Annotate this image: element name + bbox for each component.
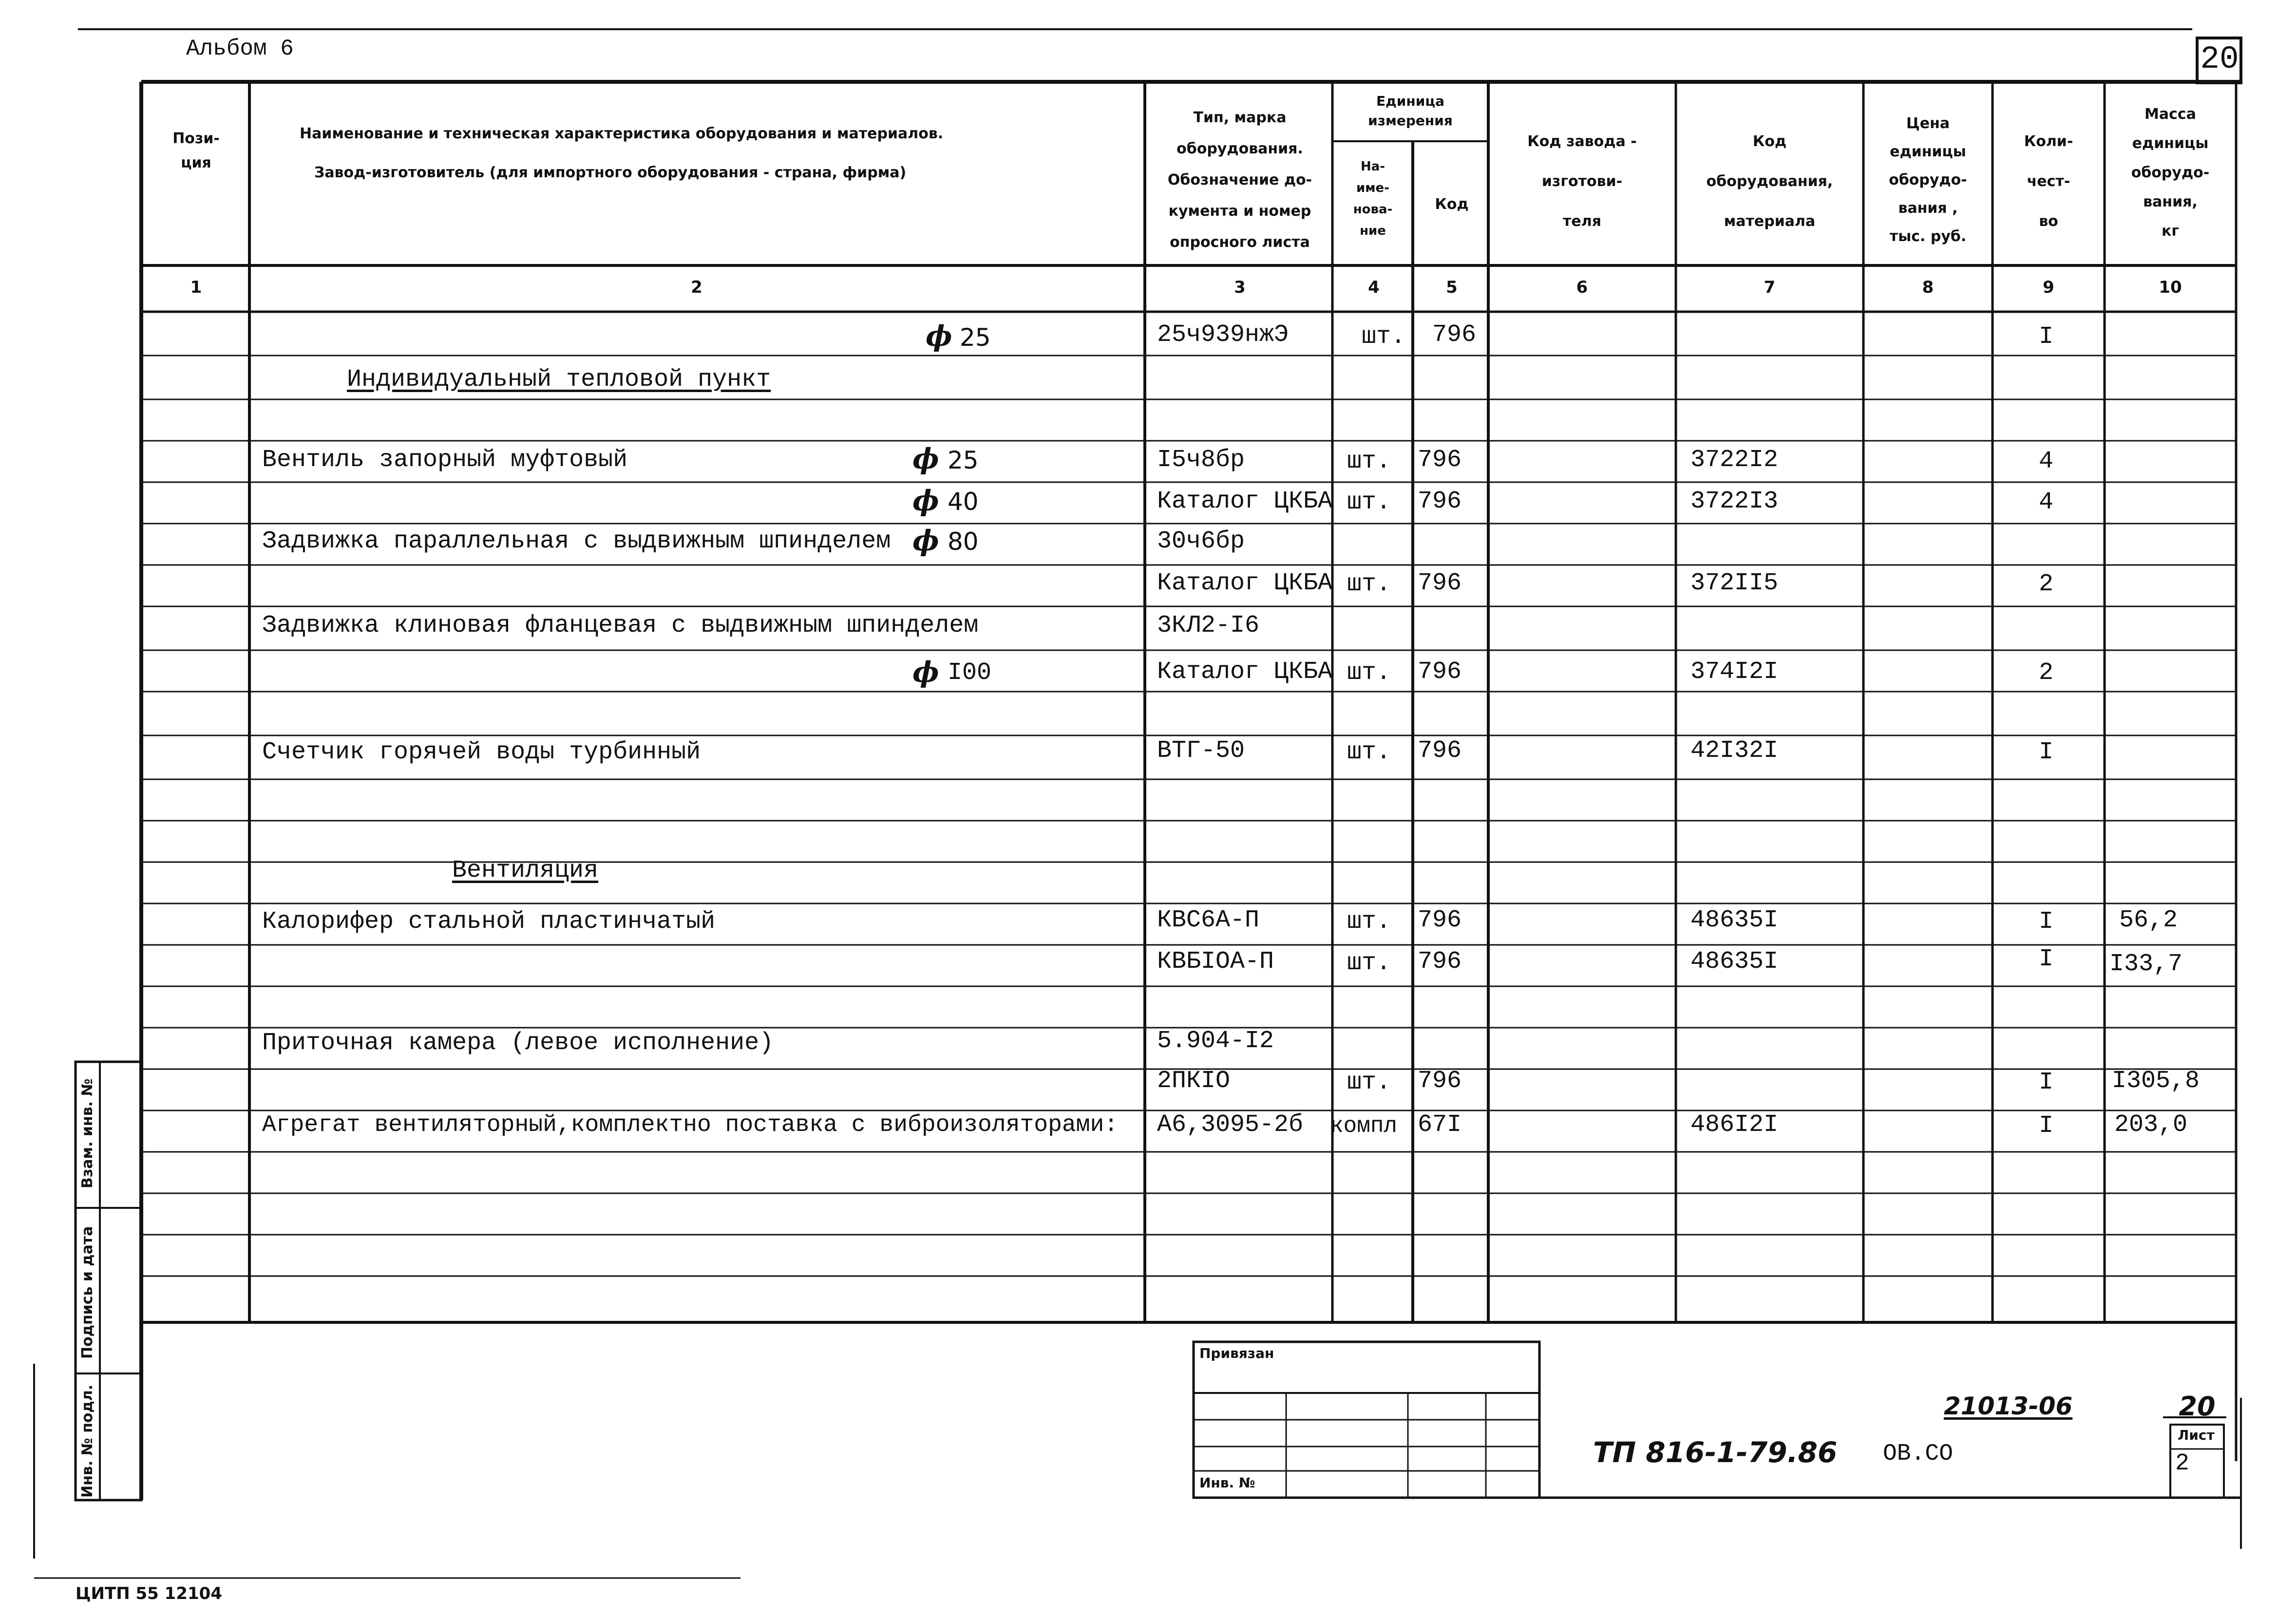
header-name: Наименование и техническая характеристика оборудования и материалов. Завод-изготовитель (для импортного оборудования - страна, фирма) [300,125,944,181]
col-number: 10 [2159,278,2182,297]
col-number: 7 [1764,278,1776,297]
row-type: Каталог ЦКБА [1157,569,1333,597]
row-diameter: 40 [948,488,979,516]
col-number: 9 [2043,278,2054,297]
row-equipment-code: 48635I [1690,906,1779,934]
row-type: Каталог ЦКБА [1157,658,1333,686]
row-qty: I [2039,945,2054,973]
tb-privyazan-label: Привязан [1199,1345,1274,1361]
row-name: Задвижка параллельная с выдвижным шпинделем [262,527,891,555]
row-equipment-code: 3722I2 [1690,446,1779,474]
row-unit-code: 796 [1432,321,1477,349]
row-qty: I [2039,908,2054,936]
row-type: А6,3095-2б [1157,1111,1304,1139]
row-type: 5.904-I2 [1157,1027,1274,1055]
row-name: Калорифер стальной пластинчатый [262,908,716,936]
row-name: Задвижка клиновая фланцевая с выдвижным шпинделем [262,612,979,639]
footer-print-code: ЦИТП 55 12104 [76,1584,222,1603]
header-unit-name: На- име- нова- ние [1353,159,1393,238]
row-unit-code: 796 [1418,446,1462,474]
col-number: 2 [691,278,702,297]
sheet-corner-number: 20 [2200,41,2239,77]
diameter-symbol: ϕ [912,484,939,517]
tb-list-value: 2 [2175,1450,2189,1477]
row-name: Агрегат вентиляторный,комплектно поставка с виброизоляторами: [262,1112,1119,1138]
row-unit-code: 796 [1418,569,1462,597]
row-name: Приточная камера (левое исполнение) [262,1029,774,1057]
stamp-original-inv: Инв. № подл. [79,1384,96,1498]
diameter-symbol: ϕ [912,656,939,689]
diameter-symbol: ϕ [926,320,952,353]
row-diameter: 25 [960,323,991,352]
row-diameter: 25 [948,446,979,474]
row-unit-code: 796 [1418,737,1462,765]
tb-list-label: Лист [2178,1427,2215,1443]
row-diameter: I00 [948,659,992,687]
row-name: Счетчик горячей воды турбинный [262,738,701,766]
section-title: Вентиляция [452,857,599,884]
header-type: Тип, марка оборудования. Обозначение до- кумента и номер опросного листа [1167,109,1312,251]
col-number: 4 [1368,278,1380,297]
header-unit-group: Единица измерения [1368,93,1453,129]
row-qty: 4 [2039,489,2054,516]
row-unit: шт. [1347,659,1391,687]
stamp-signature-date: Подпись и дата [79,1226,96,1359]
stamp-replacement-inv: Взам. инв. № [79,1078,96,1188]
tb-sheet-number: 20 [2179,1391,2216,1422]
row-unit: шт. [1347,448,1391,475]
row-mass: I33,7 [2109,950,2183,978]
row-diameter: 80 [948,527,979,556]
row-equipment-code: 48635I [1690,948,1779,976]
row-unit-code: 796 [1418,948,1462,976]
row-unit: шт. [1362,323,1406,351]
row-qty: I [2039,738,2054,766]
row-unit: шт. [1347,949,1391,977]
row-unit-code: 796 [1418,906,1462,934]
row-type: 30ч6бр [1157,527,1245,555]
col-number: 8 [1922,278,1934,297]
row-mass: 203,0 [2114,1111,2188,1139]
row-mass: I305,8 [2112,1067,2200,1095]
row-unit-code: 796 [1418,658,1462,686]
album-label: Альбом 6 [186,36,294,61]
tb-mark: ОВ.СО [1883,1441,1954,1467]
row-unit: шт. [1347,570,1391,598]
col-number: 1 [190,278,202,297]
row-qty: 2 [2039,659,2054,687]
header-price: Цена единицы оборудо- вания , тыс. руб. [1889,115,1967,245]
tb-document-code: ТП 816-1-79.86 [1593,1436,1838,1469]
row-type: 3КЛ2-I6 [1157,612,1260,639]
row-type: ВТГ-50 [1157,737,1245,765]
header-mass: Масса единицы оборудо- вания, кг [2131,106,2210,240]
row-qty: I [2039,1112,2054,1140]
row-equipment-code: 374I2I [1690,658,1779,686]
row-type: КВБIOA-П [1157,948,1274,976]
row-unit: шт. [1347,1069,1391,1096]
col-number: 3 [1234,278,1246,297]
row-type: КВС6А-П [1157,906,1260,934]
col-number: 6 [1576,278,1588,297]
row-type: 2ПКIO [1157,1067,1231,1095]
row-mass: 56,2 [2119,906,2178,934]
row-type: Каталог ЦКБА [1157,488,1333,515]
row-type: 25ч939нжЭ [1157,321,1289,349]
tb-project-number: 21013-06 [1944,1392,2073,1420]
row-unit: шт. [1347,738,1391,766]
row-unit: шт. [1347,908,1391,936]
row-equipment-code: 486I2I [1690,1111,1779,1139]
section-title: Индивидуальный тепловой пункт [347,366,771,394]
row-unit: шт. [1347,489,1391,516]
diameter-symbol: ϕ [912,442,939,475]
row-unit-code: 67I [1418,1111,1462,1139]
row-name: Вентиль запорный муфтовый [262,446,628,474]
row-unit-code: 796 [1418,488,1462,515]
header-quantity: Коли- чест- во [2024,133,2073,230]
header-equipment-code: Код оборудования, материала [1706,133,1833,230]
row-unit-code: 796 [1418,1067,1462,1095]
header-position: Пози- ция [172,130,220,171]
diameter-symbol: ϕ [912,524,939,557]
row-type: I5ч8бр [1157,446,1245,474]
row-equipment-code: 42I32I [1690,737,1779,765]
row-qty: 2 [2039,570,2054,598]
row-qty: I [2039,323,2054,351]
header-unit-code: Код [1435,196,1469,213]
row-unit: компл [1330,1113,1398,1139]
header-plant-code: Код завода - изготови- теля [1527,133,1637,230]
row-qty: I [2039,1069,2054,1096]
row-qty: 4 [2039,448,2054,475]
tb-inv-label: Инв. № [1199,1475,1255,1491]
row-equipment-code: 372II5 [1690,569,1779,597]
row-equipment-code: 3722I3 [1690,488,1779,515]
col-number: 5 [1446,278,1458,297]
